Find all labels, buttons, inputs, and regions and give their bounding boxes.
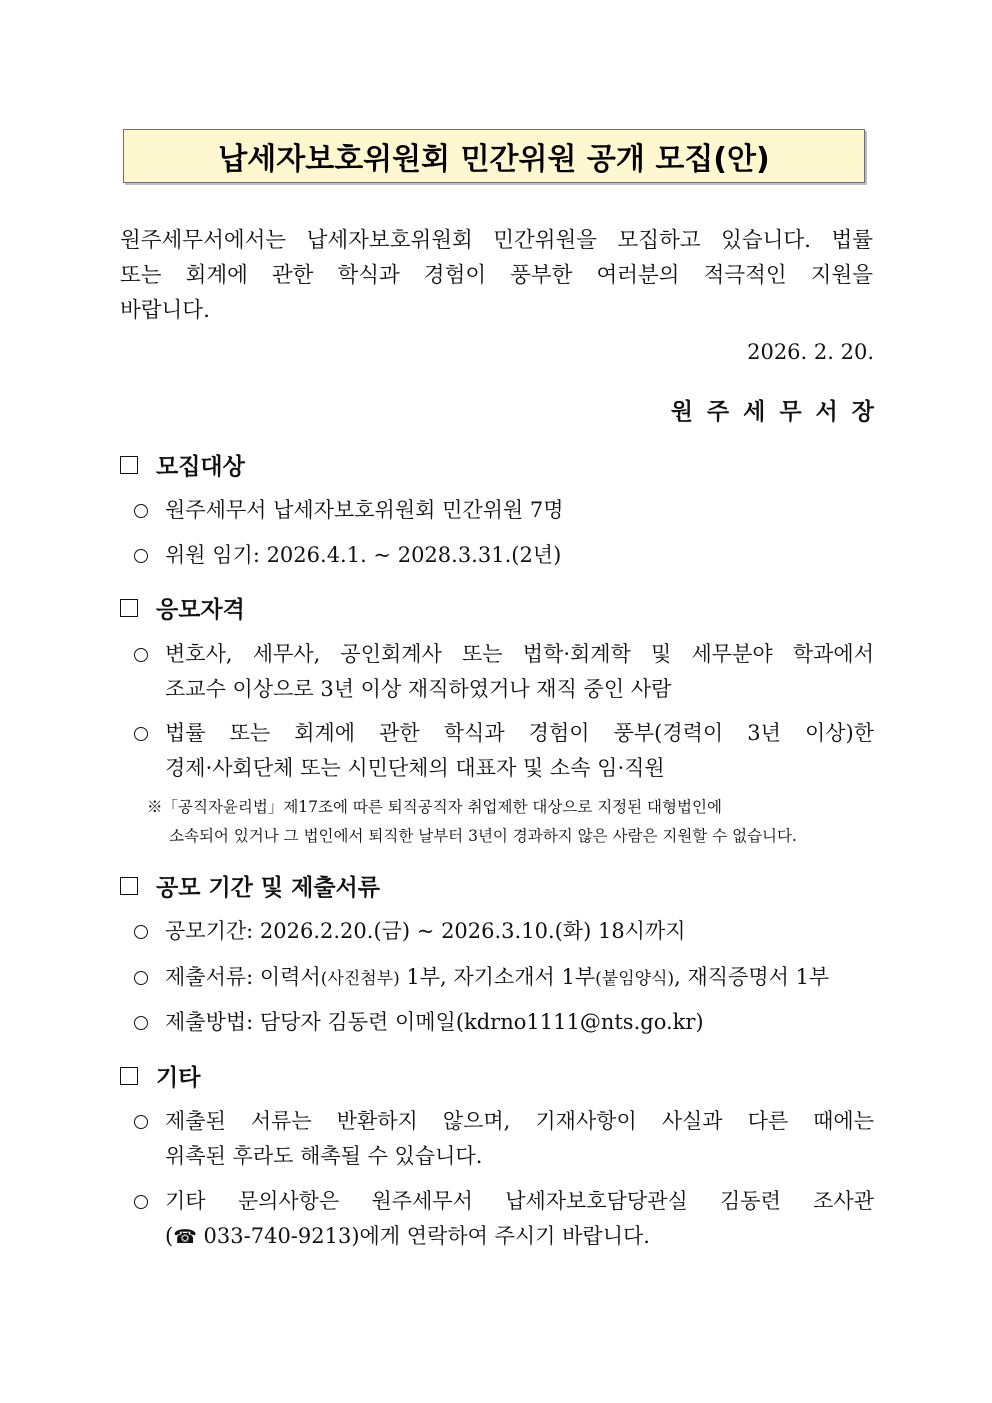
section-heading-label: 공모 기간 및 제출서류 <box>156 874 380 901</box>
list-item <box>134 1005 874 1040</box>
square-bullet-icon <box>120 456 138 474</box>
signer: 원주세무서장 <box>670 398 888 425</box>
text-run: 제출서류: 이력서 <box>165 965 321 989</box>
section-heading-label: 응모자격 <box>156 596 245 623</box>
section-heading-label: 기타 <box>156 1064 201 1091</box>
list-item-text <box>165 960 874 997</box>
section-heading-label: 모집대상 <box>156 453 245 480</box>
circle-bullet-icon <box>134 1115 148 1129</box>
note-line: ※「공직자윤리법」제17조에 따른 퇴직공직자 취업제한 대상으로 지정된 대형법인에 <box>147 798 722 816</box>
circle-bullet-icon <box>134 925 148 939</box>
square-bullet-icon <box>120 877 138 895</box>
square-bullet-icon <box>120 599 138 617</box>
list-item <box>134 914 874 949</box>
list-item <box>134 716 874 786</box>
intro-line: 또는 회계에 관한 학식과 경험이 풍부한 여러분의 적극적인 지원을 <box>120 263 873 288</box>
list-item <box>134 538 874 573</box>
circle-bullet-icon <box>134 648 148 662</box>
text-run: (사진첨부) <box>320 969 400 989</box>
list-item-text: 제출방법: 담당자 김동련 이메일(kdrno1111@nts.go.kr) <box>165 1010 704 1034</box>
list-item-text: 조교수 이상으로 3년 이상 재직하였거나 재직 중인 사람 <box>165 677 672 701</box>
text-run: 033-740-9213)에게 연락하여 주시기 바랍니다. <box>196 1224 650 1248</box>
text-run: (붙임양식) <box>595 969 675 989</box>
text-run: , 재직증명서 1부 <box>674 965 830 989</box>
circle-bullet-icon <box>134 727 148 741</box>
title-box <box>123 129 865 183</box>
intro-paragraph <box>120 223 873 328</box>
intro-line: 원주세무서에서는 납세자보호위원회 민간위원을 모집하고 있습니다. 법률 <box>120 228 873 253</box>
circle-bullet-icon <box>134 1195 148 1209</box>
section-heading-recruit <box>120 448 245 481</box>
text-run: ( <box>165 1224 174 1248</box>
list-item-text: 제출된 서류는 반환하지 않으며, 기재사항이 사실과 다른 때에는 <box>165 1109 874 1133</box>
list-item <box>134 1104 874 1174</box>
circle-bullet-icon <box>134 504 148 518</box>
note-line: 소속되어 있거나 그 법인에서 퇴직한 날부터 3년이 경과하지 않은 사람은 지원할 수 없습니다. <box>169 827 797 845</box>
list-item-text: 기타 문의사항은 원주세무서 납세자보호담당관실 김동련 조사관 <box>165 1189 874 1213</box>
section-heading-etc <box>120 1059 200 1092</box>
list-item <box>134 960 874 997</box>
document-title: 납세자보호위원회 민간위원 공개 모집(안) <box>218 142 770 177</box>
square-bullet-icon <box>120 1067 138 1085</box>
list-item <box>134 637 874 707</box>
list-item-text: 위촉된 후라도 해촉될 수 있습니다. <box>165 1144 483 1168</box>
text-run: 1부, 자기소개서 1부 <box>399 965 596 989</box>
list-item-text: 변호사, 세무사, 공인회계사 또는 법학·회계학 및 세무분야 학과에서 <box>165 642 874 666</box>
section-heading-period <box>120 869 380 902</box>
list-item-text: 위원 임기: 2026.4.1. ~ 2028.3.31.(2년) <box>165 543 562 567</box>
circle-bullet-icon <box>134 971 148 985</box>
phone-icon: ☎ <box>173 1226 197 1248</box>
list-item <box>134 493 874 528</box>
intro-line: 바랍니다. <box>120 298 210 323</box>
list-item <box>134 1184 874 1255</box>
list-item-text <box>165 1219 874 1255</box>
document-date: 2026. 2. 20. <box>747 340 874 364</box>
list-item-text: 원주세무서 납세자보호위원회 민간위원 7명 <box>165 498 564 522</box>
list-item-text: 경제·사회단체 또는 시민단체의 대표자 및 소속 임·직원 <box>165 756 665 780</box>
section-heading-qualification <box>120 591 245 624</box>
circle-bullet-icon <box>134 549 148 563</box>
list-item-text: 법률 또는 회계에 관한 학식과 경험이 풍부(경력이 3년 이상)한 <box>165 721 874 745</box>
note <box>147 793 873 851</box>
list-item-text: 공모기간: 2026.2.20.(금) ~ 2026.3.10.(화) 18시까지 <box>165 919 686 943</box>
circle-bullet-icon <box>134 1016 148 1030</box>
